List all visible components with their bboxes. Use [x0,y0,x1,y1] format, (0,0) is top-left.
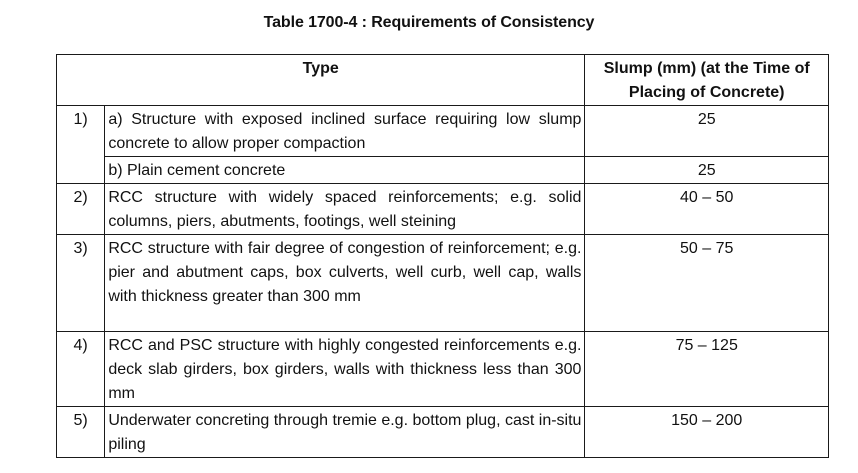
table-row [57,235,829,332]
header-type: Type [57,55,585,106]
table-row [57,106,829,157]
row-type: RCC and PSC structure with highly congested reinforcements e.g. deck slab girders, box girders, walls with thickness less than 300 mm [105,332,585,407]
row-type: Underwater concreting through tremie e.g. bottom plug, cast in-situ piling [105,407,585,458]
row-number: 3) [57,235,105,332]
consistency-table [56,54,829,458]
row-slump: 25 [585,157,829,184]
header-slump: Slump (mm) (at the Time of Placing of Concrete) [585,55,829,106]
row-slump: 75 – 125 [585,332,829,407]
table-row [57,407,829,458]
row-slump: 40 – 50 [585,184,829,235]
row-number: 4) [57,332,105,407]
table-row [57,184,829,235]
table-title: Table 1700-4 : Requirements of Consistency [263,14,595,31]
row-slump: 150 – 200 [585,407,829,458]
row-type: RCC structure with fair degree of congestion of reinforcement; e.g. pier and abutment caps, box culverts, well curb, well cap, walls with thickness greater than 300 mm [105,235,585,332]
row-number: 2) [57,184,105,235]
table-row [57,332,829,407]
table-row [57,157,829,184]
row-type: RCC structure with widely spaced reinforcements; e.g. solid columns, piers, abutments, footings, well steining [105,184,585,235]
header-row [57,55,829,106]
row-type: a) Structure with exposed inclined surface requiring low slump concrete to allow proper compaction [105,106,585,157]
row-slump: 25 [585,106,829,157]
row-slump: 50 – 75 [585,235,829,332]
row-number: 1) [57,106,105,184]
row-type: b) Plain cement concrete [105,157,585,184]
row-number: 5) [57,407,105,458]
